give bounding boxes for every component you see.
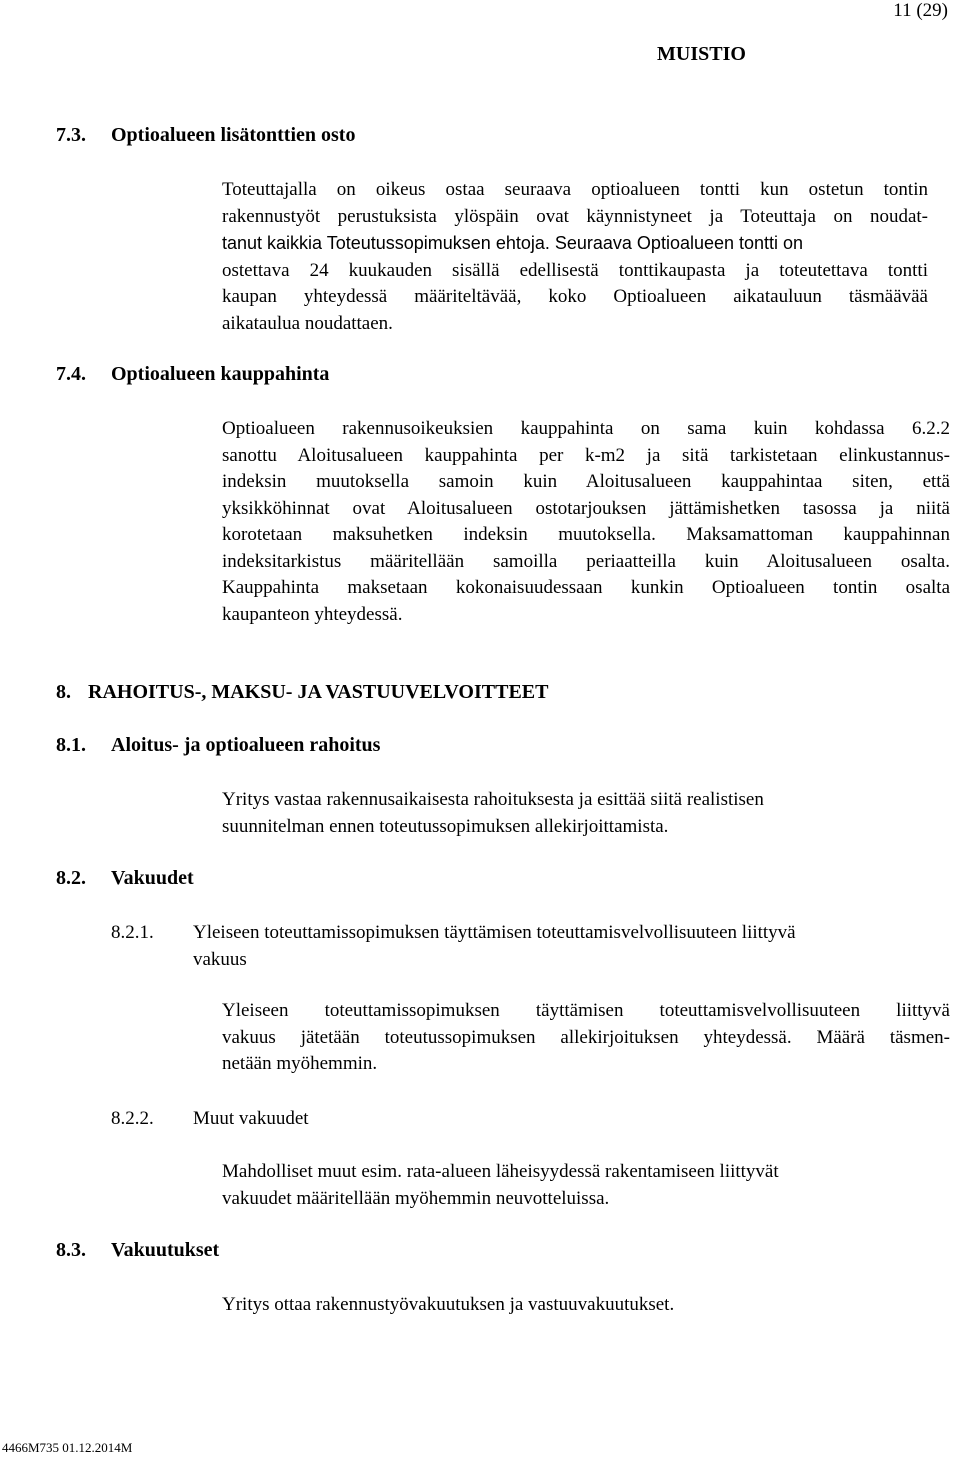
section-8-1-number: 8.1. xyxy=(56,734,86,756)
footer-doc-code: 4466M735 01.12.2014M xyxy=(2,1440,133,1455)
section-7-4-number: 7.4. xyxy=(56,363,86,385)
doc-type-heading: MUISTIO xyxy=(657,43,746,65)
body-line: netään myöhemmin. xyxy=(222,1053,378,1074)
body-line: Mahdolliset muut esim. rata-alueen läheisyydessä rakentamiseen liittyvät xyxy=(222,1161,779,1182)
section-8-1-title: Aloitus- ja optioalueen rahoitus xyxy=(111,734,381,756)
section-7-3-number: 7.3. xyxy=(56,124,86,146)
section-8-2-2-body xyxy=(222,1159,779,1212)
body-line: Yritys ottaa rakennustyövakuutuksen ja vastuuvakuutukset. xyxy=(222,1294,675,1315)
section-8-2-1-body xyxy=(222,998,950,1078)
section-8-2-2-number: 8.2.2. xyxy=(111,1108,154,1129)
body-line: suunnitelman ennen toteutussopimuksen allekirjoittamista. xyxy=(222,815,669,837)
body-line: kaupan yhteydessä määriteltävää, koko Optioalueen aikatauluun täsmäävää xyxy=(222,286,928,307)
body-line-sans-part: . Seuraava Optioalueen tontti on xyxy=(544,233,804,253)
section-8-3-number: 8.3. xyxy=(56,1239,86,1261)
body-line: Toteuttajalla on oikeus ostaa seuraava optioalueen tontti kun ostetun tontin xyxy=(222,179,928,200)
section-7-3-body xyxy=(222,177,928,337)
body-line: Kauppahinta maksetaan kokonaisuudessaan kunkin Optioalueen tontin osalta xyxy=(222,577,950,598)
body-line: Yleiseen toteuttamissopimuksen täyttämisen toteuttamisvelvollisuuteen liittyvä xyxy=(222,1000,950,1021)
body-line: indeksitarkistus määritellään samoilla periaatteilla kuin Aloitusalueen osalta. xyxy=(222,550,950,572)
section-7-4-body xyxy=(222,416,950,628)
section-8-2-1-number: 8.2.1. xyxy=(111,922,154,943)
body-line-sans-part: tanut kaikkia Toteutussopimuksen ehtoja xyxy=(222,233,545,253)
section-8-number: 8. xyxy=(56,681,71,703)
page-number: 11 (29) xyxy=(893,0,948,21)
body-line: yksikköhinnat ovat Aloitusalueen ostotarjouksen jättämishetken tasossa ja niitä xyxy=(222,497,950,519)
section-8-2-2-title: Muut vakuudet xyxy=(193,1108,309,1129)
subheading-line: vakuus xyxy=(193,948,247,970)
body-line: kaupanteon yhteydessä. xyxy=(222,603,403,625)
section-8-2-number: 8.2. xyxy=(56,867,86,889)
body-line: rakennustyöt perustuksista ylöspäin ovat käynnistyneet ja Toteuttaja on noudat- xyxy=(222,205,928,227)
body-line: ostettava 24 kuukauden sisällä edellisestä tonttikaupasta ja toteutettava tontti xyxy=(222,259,928,281)
section-8-1-body xyxy=(222,787,764,840)
body-line: Optioalueen rakennusoikeuksien kauppahinta on sama kuin kohdassa 6.2.2 xyxy=(222,418,950,439)
body-line: vakuus jätetään toteutussopimuksen allekirjoituksen yhteydessä. Määrä täsmen- xyxy=(222,1026,950,1048)
body-line: vakuudet määritellään myöhemmin neuvotteluissa. xyxy=(222,1187,610,1209)
body-line xyxy=(222,230,928,258)
section-8-3-title: Vakuutukset xyxy=(111,1239,220,1261)
body-line: sanottu Aloitusalueen kauppahinta per k-m2 ja sitä tarkistetaan elinkustannus- xyxy=(222,444,950,466)
body-line: indeksin muutoksella samoin kuin Aloitusalueen kauppahintaa siten, että xyxy=(222,471,950,492)
section-7-3-title: Optioalueen lisätonttien osto xyxy=(111,124,356,146)
body-line: Yritys vastaa rakennusaikaisesta rahoituksesta ja esittää siitä realistisen xyxy=(222,789,764,810)
section-8-2-1-title xyxy=(193,920,796,973)
subheading-line: Yleiseen toteuttamissopimuksen täyttämisen toteuttamisvelvollisuuteen liittyvä xyxy=(193,922,796,943)
section-7-4-title: Optioalueen kauppahinta xyxy=(111,363,330,385)
section-8-3-body xyxy=(222,1292,674,1319)
section-8-title: RAHOITUS-, MAKSU- JA VASTUUVELVOITTEET xyxy=(88,681,549,703)
body-line: korotetaan maksuhetken indeksin muutoksella. Maksamattoman kauppahinnan xyxy=(222,524,950,545)
section-8-2-title: Vakuudet xyxy=(111,867,194,889)
body-line: aikataulua noudattaen. xyxy=(222,312,393,334)
